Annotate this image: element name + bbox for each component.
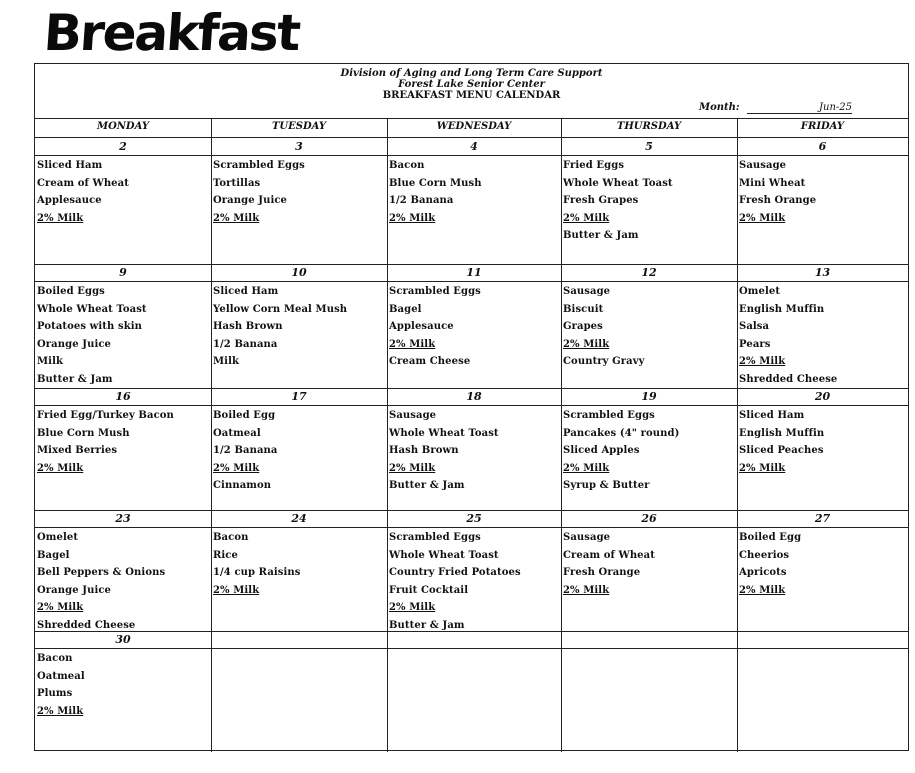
menu-item: Scrambled Eggs <box>213 160 305 171</box>
header-line-2: Forest Lake Senior Center <box>398 79 545 90</box>
menu-item: Apricots <box>739 567 787 578</box>
menu-item: Sausage <box>389 410 437 421</box>
day-number: 19 <box>641 390 657 403</box>
menu-item: Sliced Ham <box>213 286 279 297</box>
menu-item: Tortillas <box>213 177 261 189</box>
day-number: 26 <box>641 512 657 525</box>
menu-item-list <box>739 283 837 388</box>
day-number: 25 <box>466 512 482 525</box>
menu-item: Grapes <box>563 321 603 332</box>
menu-item: English Muffin <box>739 427 825 439</box>
menu-item: 1/4 cup Raisins <box>213 567 301 578</box>
menu-item: Cinnamon <box>213 480 272 491</box>
menu-item: Sliced Apples <box>563 445 640 456</box>
menu-item: Butter & Jam <box>563 230 639 241</box>
day-number: 4 <box>470 140 478 153</box>
menu-item: 2% Milk <box>563 462 610 474</box>
menu-item: Fried Egg/Turkey Bacon <box>37 410 174 421</box>
menu-item-list <box>213 529 301 599</box>
menu-item: Country Gravy <box>563 356 645 367</box>
menu-item-list <box>37 529 165 634</box>
menu-item-list <box>213 157 305 227</box>
menu-item-list <box>389 407 499 495</box>
menu-item: 2% Milk <box>213 462 260 474</box>
menu-item: 2% Milk <box>213 584 260 596</box>
day-number: 2 <box>119 140 127 153</box>
menu-item: 1/2 Banana <box>389 195 454 206</box>
menu-item-list <box>213 407 277 495</box>
month-value: Jun-25 <box>747 102 852 114</box>
day-number: 3 <box>295 140 303 153</box>
menu-item: Fried Eggs <box>563 160 625 171</box>
menu-item-list <box>389 529 521 634</box>
menu-item: Blue Corn Mush <box>389 177 482 189</box>
menu-item: Scrambled Eggs <box>563 410 655 421</box>
menu-item: Butter & Jam <box>37 373 113 385</box>
menu-item: 2% Milk <box>213 212 260 224</box>
menu-item: Boiled Egg <box>739 532 802 543</box>
month-label: Month: <box>699 102 740 113</box>
menu-item: Butter & Jam <box>389 619 465 631</box>
menu-item: Hash Brown <box>389 445 459 456</box>
menu-item: 2% Milk <box>563 212 610 224</box>
menu-item: Orange Juice <box>37 338 112 350</box>
menu-item: Fresh Orange <box>563 567 641 578</box>
menu-item: Omelet <box>739 286 781 297</box>
menu-item: 2% Milk <box>739 462 786 474</box>
menu-item: Mixed Berries <box>37 445 118 456</box>
menu-item: Boiled Eggs <box>37 286 105 297</box>
menu-item-list <box>37 283 147 388</box>
menu-item: 2% Milk <box>37 705 84 717</box>
menu-item: Pears <box>739 338 771 350</box>
menu-item: Scrambled Eggs <box>389 532 481 543</box>
day-number: 30 <box>115 633 131 646</box>
week-row-divider <box>35 264 908 265</box>
menu-item: Boiled Egg <box>213 410 276 421</box>
menu-item: English Muffin <box>739 303 825 315</box>
menu-item: Milk <box>37 356 63 367</box>
menu-item-list <box>739 407 824 477</box>
menu-item: Hash Brown <box>213 321 283 332</box>
menu-item: Biscuit <box>563 303 604 315</box>
menu-item: 2% Milk <box>739 584 786 596</box>
menu-item: Cream of Wheat <box>563 549 655 561</box>
column-divider <box>561 118 562 752</box>
day-number: 24 <box>291 512 307 525</box>
day-number: 23 <box>115 512 131 525</box>
menu-item: Mini Wheat <box>739 177 806 189</box>
menu-item-list <box>563 529 655 599</box>
day-number: 6 <box>818 140 827 153</box>
menu-item: 1/2 Banana <box>213 338 278 350</box>
header-line-3: BREAKFAST MENU CALENDAR <box>382 90 561 101</box>
menu-item: 2% Milk <box>389 462 436 474</box>
day-number: 17 <box>291 390 307 403</box>
calendar-header <box>35 64 908 118</box>
menu-item: Country Fried Potatoes <box>389 567 521 578</box>
menu-item-list <box>213 283 347 371</box>
week-row-divider <box>35 510 908 511</box>
menu-item: 2% Milk <box>563 584 610 596</box>
menu-item: Salsa <box>739 321 770 332</box>
column-divider <box>211 118 212 752</box>
menu-item: Bacon <box>389 160 425 171</box>
menu-item-list <box>389 283 481 371</box>
menu-item-list <box>37 157 129 227</box>
day-number-divider <box>35 405 908 406</box>
menu-item-list <box>37 650 85 720</box>
day-number: 20 <box>814 390 831 403</box>
weekday-tuesday: TUESDAY <box>271 121 327 132</box>
menu-item: Scrambled Eggs <box>389 286 481 297</box>
menu-item: 2% Milk <box>739 356 786 367</box>
column-divider <box>387 118 388 752</box>
menu-item-list <box>563 157 673 245</box>
menu-item: Bagel <box>389 303 422 315</box>
menu-item: Bagel <box>37 549 70 561</box>
handwritten-title: Breakfast <box>41 4 301 62</box>
menu-item: Oatmeal <box>213 427 261 439</box>
menu-item: Cream of Wheat <box>37 177 129 189</box>
header-line-1: Division of Aging and Long Term Care Support <box>340 68 603 79</box>
menu-item: Whole Wheat Toast <box>37 303 147 315</box>
menu-item: Sausage <box>739 160 787 171</box>
menu-item: Fresh Grapes <box>563 195 639 206</box>
menu-item: Cream Cheese <box>389 356 471 367</box>
menu-item: 1/2 Banana <box>213 445 278 456</box>
day-number: 27 <box>814 512 831 525</box>
menu-item: Sliced Ham <box>37 160 103 171</box>
menu-item: Orange Juice <box>37 584 112 596</box>
day-number: 11 <box>466 266 482 279</box>
menu-item: Sausage <box>563 286 611 297</box>
menu-item: Shredded Cheese <box>739 373 838 385</box>
menu-item: Cheerios <box>739 549 790 561</box>
menu-item: Pancakes (4" round) <box>563 427 680 439</box>
menu-item: Sliced Peaches <box>739 445 824 456</box>
menu-item-list <box>37 407 174 477</box>
weekday-thursday: THURSDAY <box>616 121 682 132</box>
day-number-divider <box>35 155 908 156</box>
menu-item: Bell Peppers & Onions <box>37 567 166 578</box>
menu-item: Whole Wheat Toast <box>563 177 673 189</box>
menu-item: 2% Milk <box>389 338 436 350</box>
menu-item: Milk <box>213 356 239 367</box>
menu-item: Shredded Cheese <box>37 619 136 631</box>
menu-item-list <box>739 529 801 599</box>
menu-item: 2% Milk <box>37 462 84 474</box>
day-number: 16 <box>115 390 131 403</box>
menu-item: Orange Juice <box>213 195 288 206</box>
menu-item: Sausage <box>563 532 611 543</box>
day-number-divider <box>35 648 908 649</box>
menu-item: 2% Milk <box>389 602 436 613</box>
menu-item-list <box>389 157 482 227</box>
menu-item: Whole Wheat Toast <box>389 427 499 439</box>
menu-item: 2% Milk <box>563 338 610 350</box>
day-number: 12 <box>641 266 657 279</box>
day-number: 10 <box>291 266 307 279</box>
menu-item: Applesauce <box>37 195 102 206</box>
menu-item: Whole Wheat Toast <box>389 549 499 561</box>
menu-item: Fresh Orange <box>739 195 817 206</box>
menu-item-list <box>739 157 816 227</box>
menu-item-list <box>563 283 645 371</box>
weekday-friday: FRIDAY <box>800 121 845 132</box>
day-number: 13 <box>814 266 831 279</box>
menu-item: 2% Milk <box>739 212 786 224</box>
column-divider <box>737 118 738 752</box>
menu-item: Sliced Ham <box>739 410 805 421</box>
menu-item: Oatmeal <box>37 670 85 682</box>
menu-item: Yellow Corn Meal Mush <box>213 303 348 315</box>
weekday-header-row <box>35 118 908 138</box>
menu-item: Rice <box>213 549 238 561</box>
menu-item-list <box>563 407 679 495</box>
menu-item: Butter & Jam <box>389 480 465 491</box>
menu-item: 2% Milk <box>389 212 436 224</box>
menu-item: Blue Corn Mush <box>37 427 130 439</box>
day-number-divider <box>35 281 908 282</box>
weekday-wednesday: WEDNESDAY <box>436 121 512 132</box>
menu-item: Omelet <box>37 532 79 543</box>
menu-item: 2% Milk <box>37 602 84 613</box>
menu-item: Bacon <box>213 532 249 543</box>
menu-calendar-sheet <box>34 63 909 751</box>
week-row-divider <box>35 388 908 389</box>
day-number: 18 <box>466 390 482 403</box>
menu-item: Potatoes with skin <box>37 321 142 332</box>
menu-item: Bacon <box>37 653 73 664</box>
weekday-monday: MONDAY <box>97 121 149 132</box>
day-number: 9 <box>119 266 127 279</box>
menu-item: Plums <box>37 688 73 699</box>
menu-item: Fruit Cocktail <box>389 584 469 596</box>
menu-item: 2% Milk <box>37 212 84 224</box>
day-number-divider <box>35 527 908 528</box>
menu-item: Applesauce <box>389 321 454 332</box>
menu-item: Syrup & Butter <box>563 480 650 491</box>
day-number: 5 <box>645 140 653 153</box>
